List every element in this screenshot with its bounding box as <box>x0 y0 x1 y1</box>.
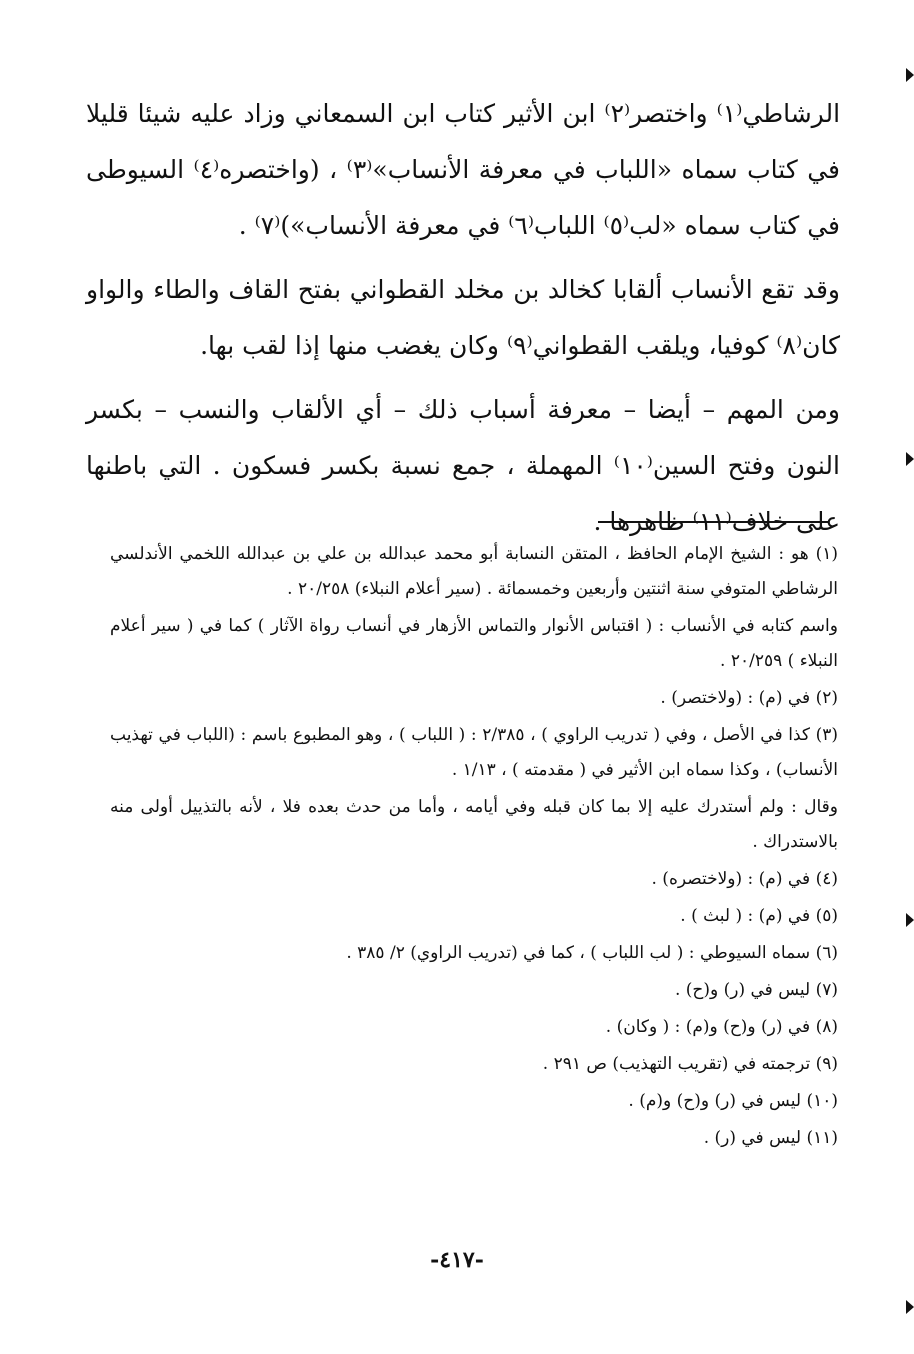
scan-edge-mark <box>906 452 914 466</box>
footnote-10: (١٠) ليس في (ر) و(ح) و(م) . <box>628 1091 838 1111</box>
footnote-1: (١) هو : الشيخ الإمام الحافظ ، المتقن النسابة أبو محمد عبدالله بن علي بن عبدالله اللخمي الأندلسي الرشاطي المتوفي سنة اثنتين وأربعين وخمسمائة . (سير أعلام النبلاء) ٢٠/٢٥٨ . <box>110 544 838 599</box>
scan-edge-mark <box>906 1300 914 1314</box>
footnote-8: (٨) في (ر) و(ح) و(م) : ( وكان) . <box>605 1017 838 1037</box>
footnote-11: (١١) ليس في (ر) . <box>703 1128 838 1148</box>
footnote-9: (٩) ترجمته في (تقريب التهذيب) ص ٢٩١ . <box>542 1054 838 1074</box>
footnote-6: (٦) سماه السيوطي : ( لب اللباب ) ، كما في (تدريب الراوي) ٢/ ٣٨٥ . <box>346 943 838 963</box>
footnote-7: (٧) ليس في (ر) و(ح) . <box>674 980 838 1000</box>
footnotes <box>110 537 838 1158</box>
scan-edge-mark <box>906 68 914 82</box>
paragraph-2: وقد تقع الأنساب ألقابا كخالد بن مخلد القطواني بفتح القاف والطاء والواو كان⁽٨⁾ كوفيا، ويلقب القطواني⁽٩⁾ وكان يغضب منها إذا لقب بها. <box>86 275 840 360</box>
footnote-3: (٣) كذا في الأصل ، وفي ( تدريب الراوي ) ، ٢/٣٨٥ : ( اللباب ) ، وهو المطبوع باسم : (اللباب في تهذيب الأنساب) ، وكذا سماه ابن الأثير في ( مقدمته ) ، ١/١٣ . <box>110 725 838 780</box>
footnote-3-continuation: وقال : ولم أستدرك عليه إلا بما كان قبله وفي أيامه ، وأما من حدث بعده فلا ، لأنه بالتذييل أولى منه بالاستدراك . <box>110 797 838 852</box>
footnote-4: (٤) في (م) : (ولاختصره) . <box>651 869 838 889</box>
footnote-5: (٥) في (م) : ( لبث ) . <box>680 906 838 926</box>
footnote-2: (٢) في (م) : (ولاختصر) . <box>660 688 838 708</box>
page-number: -٤١٧- <box>430 1247 484 1273</box>
paragraph-1: الرشاطي⁽١⁾ واختصر⁽٢⁾ ابن الأثير كتاب ابن السمعاني وزاد عليه شيئا قليلا في كتاب سماه «اللباب في معرفة الأنساب»⁽٣⁾ ، (واختصره⁽٤⁾ السيوطى في كتاب سماه «لب⁽٥⁾ اللباب⁽٦⁾ في معرفة الأنساب»)⁽٧⁾ . <box>86 99 841 240</box>
scan-edge-mark <box>906 913 914 927</box>
paragraph-3: ومن المهم – أيضا – معرفة أسباب ذلك – أي الألقاب والنسب – بكسر النون وفتح السين⁽١٠⁾ المهملة ، جمع نسبة بكسر فسكون . التي باطنها على خلاف⁽١١⁾ ظاهرها . <box>86 395 840 536</box>
main-text <box>86 86 840 558</box>
footnote-separator <box>598 521 828 523</box>
footnote-1-continuation: واسم كتابه في الأنساب : ( اقتباس الأنوار والتماس الأزهار في أنساب رواة الآثار ) كما في ( سير أعلام النبلاء ) ٢٠/٢٥٩ . <box>110 616 838 671</box>
